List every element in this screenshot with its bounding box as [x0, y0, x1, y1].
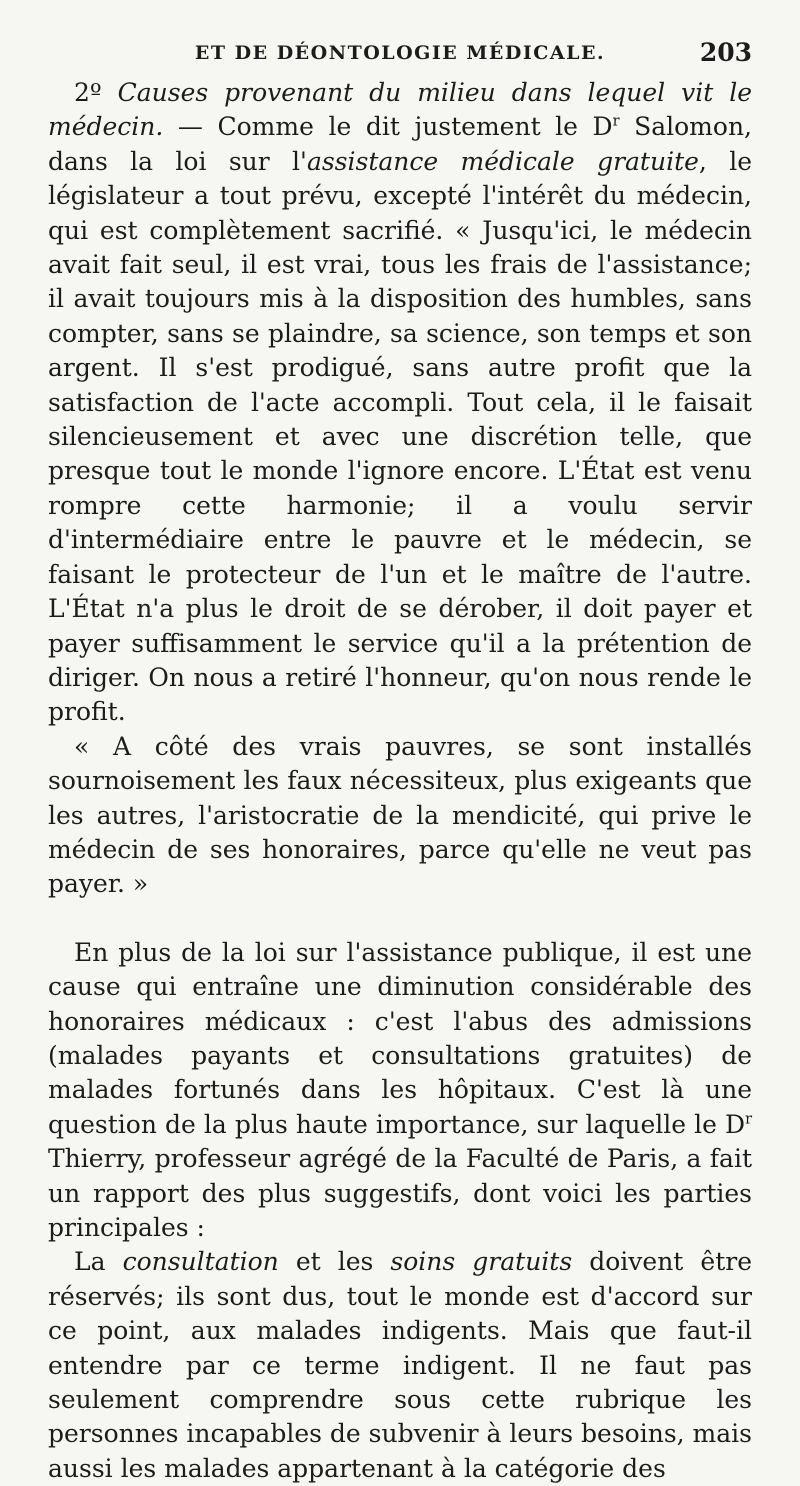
text-run: et les	[278, 1247, 391, 1277]
italic-term: assistance médicale gratuite	[306, 146, 699, 176]
text-run: — Comme le dit justement le D	[163, 112, 613, 142]
page-header	[48, 36, 752, 76]
paragraph-causes-milieu	[48, 76, 752, 730]
body-text	[48, 76, 752, 1486]
superscript: r	[612, 114, 620, 131]
paragraph-consultation	[48, 1245, 752, 1486]
text-run: , le législateur a tout prévu, excepté l'intérêt du médecin, qui est complètement sacrifié. « Jusqu'ici, le médecin avait fait seul, il est vrai, tous les frais de l'assistance; il avait toujours mis à la disposition des humbles, sans compter, sans se plaindre, sa science, son temps et son argent. Il s'est prodigué, sans autre profit que la satisfaction de l'acte accompli. Tout cela, il le faisait silencieusement et avec une discrétion telle, que presque tout le monde l'ignore encore. L'État est venu rompre cette harmonie; il a voulu servir d'intermédiaire entre le pauvre et le médecin, se faisant le protecteur de l'un et le maître de l'autre. L'État n'a plus le droit de se dérober, il doit payer et payer suffisamment le service qu'il a la prétention de diriger. On nous a retiré l'honneur, qu'on nous rende le profit.	[48, 146, 753, 727]
running-head: ET DE DÉONTOLOGIE MÉDICALE.	[194, 42, 606, 64]
text-run: Thierry, professeur agrégé de la Faculté de Paris, a fait un rapport des plus suggestifs, dont voici les parties principales :	[48, 1144, 752, 1242]
page-number: 203	[699, 38, 752, 67]
section-number: 2º	[74, 78, 118, 107]
text-run: doivent être réservés; ils sont dus, tout le monde est d'accord sur ce point, aux malades indigents. Mais que faut-il entendre par ce terme indigent. Il ne faut pas seulement comprendre sous cette rubrique les personnes incapables de subvenir à leurs besoins, mais aussi les malades appartenant à la catégorie des	[48, 1247, 752, 1483]
section-heading: Causes provenant du milieu dans lequel vit le médecin.	[48, 78, 753, 142]
paragraph-faux-necessiteux: « A côté des vrais pauvres, se sont installés sournoisement les faux nécessiteux, plus exigeants que les autres, l'aristocratie de la mendicité, qui prive le médecin de ses honoraires, parce qu'elle ne veut pas payer. »	[48, 731, 752, 899]
text-run: Salomon, dans la loi sur l'	[48, 112, 752, 176]
text-run: La	[74, 1247, 123, 1277]
paragraph-abus-admissions	[48, 936, 752, 1246]
paragraph-gap	[48, 902, 752, 936]
text-run: En plus de la loi sur l'assistance publique, il est une cause qui entraîne une diminution considérable des honoraires médicaux : c'est l'abus des admissions (malades payants et consultations gratuites) de malades fortunés dans les hôpitaux. C'est là une question de la plus haute importance, sur laquelle le D	[48, 937, 752, 1139]
italic-term: consultation	[122, 1247, 279, 1277]
superscript: r	[745, 1111, 752, 1128]
italic-term: soins gratuits	[390, 1247, 573, 1277]
